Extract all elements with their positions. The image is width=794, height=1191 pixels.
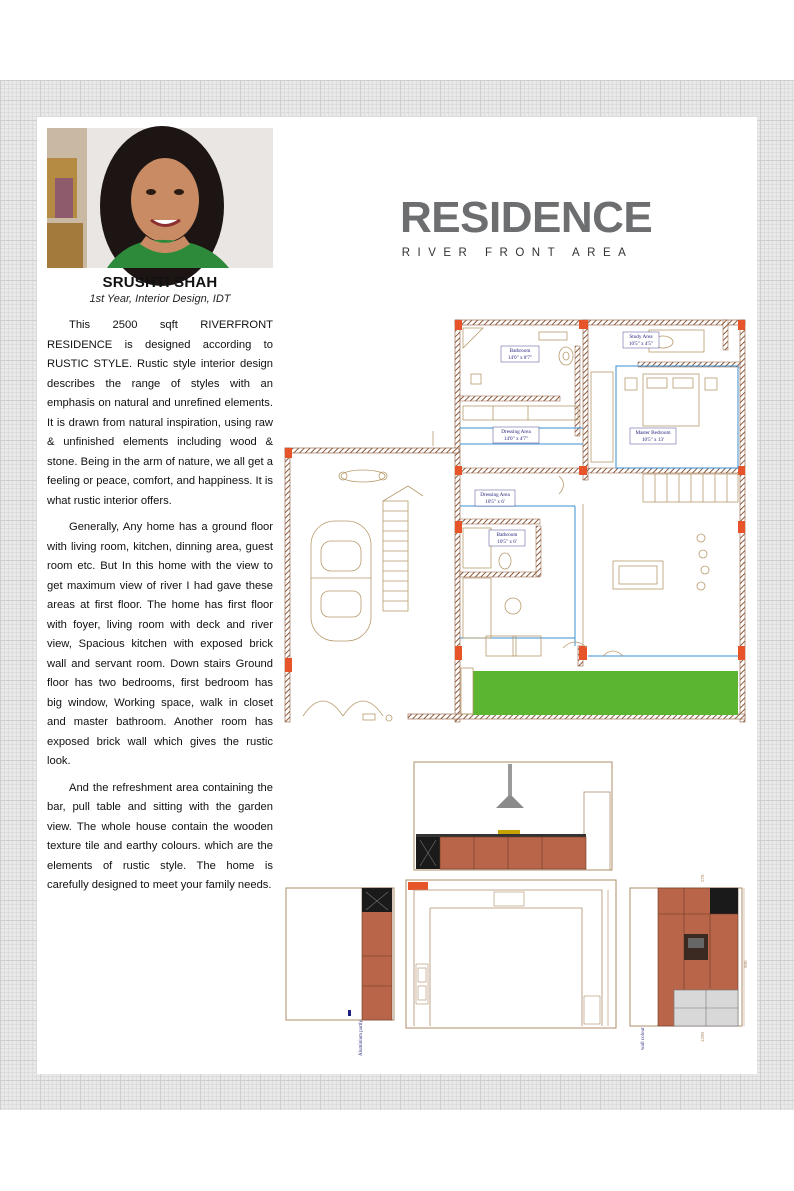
chimney-hood <box>496 796 524 808</box>
kitchen-elevation-right <box>628 868 748 1048</box>
article-body <box>47 316 273 903</box>
label-left-note: Aluminium partly <box>359 1020 364 1056</box>
label-study-dim: 10'5" x 4'5" <box>628 341 654 347</box>
label-dressing-mid-dim: 10'5" x 6' <box>485 499 505 505</box>
dim-b: 1290 <box>700 1031 705 1042</box>
kitchen-plan-view <box>404 878 618 1030</box>
label-bathroom-top: Bathroom <box>509 348 531 354</box>
partitions <box>460 366 738 656</box>
page-subtitle: RIVER FRONT AREA <box>401 247 634 259</box>
author-photo <box>47 128 273 268</box>
furniture <box>303 328 738 721</box>
author-name: SRUSHTI SHAH <box>102 274 218 291</box>
label-dressing-mid: Dressing Area <box>480 492 510 498</box>
paragraph-1: This 2500 sqft RIVERFRONT RESIDENCE is designed according to RUSTIC STYLE. Rustic style interior design describes the range of styles with an emphasis on natural and unrefined elements. It is drawn from natural inspiration, using raw & unfinished elements including wood & stone. Being in the arm of nature, we all get a feeling or peace, comfort, and happiness. It is what rustic interior offers. <box>47 319 273 507</box>
label-study: Study Area <box>629 334 653 340</box>
label-bathroom-mid: Bathroom <box>496 532 518 538</box>
chimney-duct <box>508 764 512 798</box>
label-bathroom-top-dim: 14'0" x 8'7" <box>507 355 533 361</box>
label-master-bedroom-dim: 10'5" x 13' <box>641 437 665 443</box>
page-title: RESIDENCE <box>400 193 653 242</box>
floor-plan <box>283 316 753 726</box>
dim-a: 270 <box>700 874 705 882</box>
dim-c: 900 <box>743 960 748 968</box>
author-role: 1st Year, Interior Design, IDT <box>89 293 231 305</box>
kitchen-elevation-left <box>284 886 396 1056</box>
label-bathroom-mid-dim: 10'5" x 6' <box>497 539 517 545</box>
label-dressing-top: Dressing Area <box>501 429 531 435</box>
paragraph-2: Generally, Any home has a ground floor with living room, kitchen, dinning area, guest room etc. But In this home with the view to get maximum view of river I had gave these areas at first floor. The home has first floor with foyer, living room with deck and river view, Spacious kitchen with exposed brick wall and servant room. Down stairs Ground floor has two bedrooms, first bedroom has big window, Working space, walk in closet and master bathroom. Another room has exposed brick wall which gives the rustic look. <box>47 521 273 767</box>
kitchen-elevation-front <box>412 760 614 872</box>
label-right-note: wall colour <box>641 1027 646 1050</box>
kitchen-column <box>408 882 428 890</box>
garden-lawn <box>473 671 738 715</box>
label-dressing-top-dim: 14'0" x 4'7" <box>503 436 529 442</box>
label-master-bedroom: Master Bedroom <box>635 430 671 436</box>
paragraph-3: And the refreshment area containing the bar, pull table and sitting with the garden view. The whole house contain the wooden texture tile and earthy colours. which are the elements of rustic style. The home is carefully designed to meet your family needs. <box>47 781 273 891</box>
